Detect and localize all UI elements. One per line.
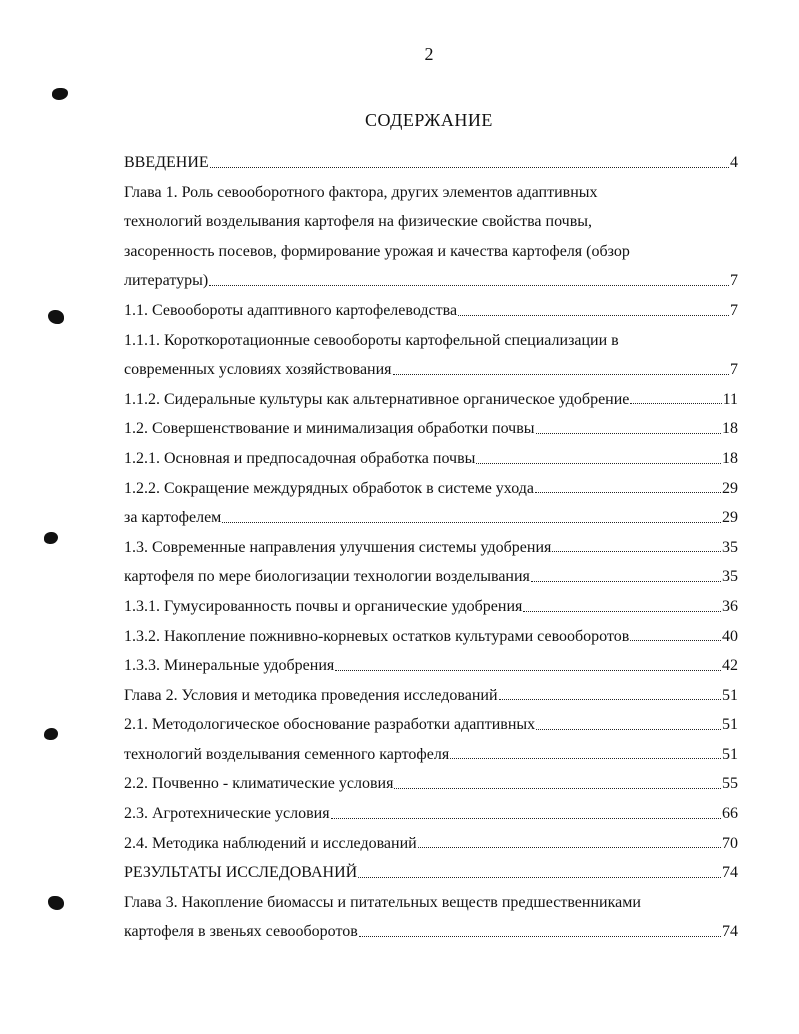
dot-leader — [536, 729, 721, 730]
dot-leader — [476, 463, 721, 464]
toc-entry-text: 2.2. Почвенно - климатические условия — [124, 775, 394, 793]
toc-entry-text: 1.3.1. Гумусированность почвы и органические удобрения — [124, 597, 523, 615]
toc-entry-page: 42 — [722, 657, 738, 675]
toc-entry — [124, 651, 738, 681]
toc-entry-page: 55 — [722, 775, 738, 793]
dot-leader — [552, 551, 721, 552]
toc-entry — [124, 444, 738, 474]
toc-entry-text: за картофелем — [124, 509, 222, 527]
toc-entry — [124, 296, 738, 326]
toc-entry-page: 66 — [722, 805, 738, 823]
toc-title: СОДЕРЖАНИЕ — [365, 110, 493, 130]
dot-leader — [630, 403, 721, 404]
toc-entry-text: 1.3.2. Накопление пожнивно-корневых остатков культурами севооборотов — [124, 627, 630, 645]
toc-entry — [124, 385, 738, 415]
scan-blot — [48, 310, 64, 324]
toc-entry-page: 51 — [722, 686, 738, 704]
toc-entry-text: 1.2.2. Сокращение междурядных обработок в системе ухода — [124, 479, 534, 497]
dot-leader — [210, 167, 729, 168]
toc-entry-page: 36 — [722, 597, 738, 615]
dot-leader — [536, 433, 721, 434]
toc-entry-page: 7 — [730, 301, 738, 319]
toc-entry — [124, 858, 738, 888]
dot-leader — [458, 315, 729, 316]
toc-entry-page: 51 — [722, 745, 738, 763]
toc-entry-page: 74 — [722, 923, 738, 941]
toc-entry-text: 1.2. Совершенствование и минимализация обработки почвы — [124, 420, 535, 438]
scan-blot — [52, 88, 68, 100]
toc-entry-page: 18 — [722, 449, 738, 467]
toc-entry-page: 11 — [722, 390, 738, 408]
toc-entry-text: технологий возделывания картофеля на физические свойства почвы, — [124, 213, 593, 231]
toc-entry-page: 29 — [722, 509, 738, 527]
toc-entry — [124, 799, 738, 829]
toc-entry — [124, 562, 738, 592]
toc-entry-text: 2.4. Методика наблюдений и исследований — [124, 834, 417, 852]
toc-entry-page: 4 — [730, 154, 738, 171]
toc-entry-text: 1.1.2. Сидеральные культуры как альтернативное органическое удобрение — [124, 390, 630, 408]
toc-entry — [124, 740, 738, 770]
toc-entry-text: 1.1.1. Короткоротационные севообороты картофельной специализации в — [124, 331, 619, 349]
scan-blot — [48, 896, 64, 910]
toc-entry-text: технологий возделывания семенного картофеля — [124, 745, 450, 763]
toc-entry — [124, 681, 738, 711]
dot-leader — [499, 699, 721, 700]
dot-leader — [393, 374, 729, 375]
toc-entry-text: 1.3. Современные направления улучшения системы удобрения — [124, 538, 552, 556]
toc-entry — [124, 622, 738, 652]
toc-entry-text: Глава 1. Роль севооборотного фактора, других элементов адаптивных — [124, 183, 598, 201]
toc-entry — [124, 829, 738, 859]
toc-entry — [124, 355, 738, 385]
toc-entry-text: РЕЗУЛЬТАТЫ ИССЛЕДОВАНИЙ — [124, 864, 358, 882]
toc-entry-text: засоренность посевов, формирование урожая и качества картофеля (обзор — [124, 242, 630, 260]
table-of-contents — [124, 148, 738, 947]
dot-leader — [209, 285, 729, 286]
toc-entry — [124, 474, 738, 504]
dot-leader — [535, 492, 721, 493]
toc-entry-text: 2.3. Агротехнические условия — [124, 805, 330, 823]
toc-entry — [124, 148, 738, 178]
toc-entry — [124, 710, 738, 740]
toc-entry-page: 35 — [722, 538, 738, 556]
toc-entry — [124, 414, 738, 444]
dot-leader — [359, 936, 721, 937]
dot-leader — [358, 877, 721, 878]
scan-blot — [44, 532, 58, 544]
dot-leader — [418, 847, 721, 848]
dot-leader — [450, 758, 721, 759]
toc-entry-page: 29 — [722, 479, 738, 497]
toc-entry-text: Глава 2. Условия и методика проведения исследований — [124, 686, 498, 704]
dot-leader — [630, 640, 721, 641]
toc-entry — [124, 917, 738, 947]
toc-entry — [124, 207, 738, 237]
toc-entry-page: 51 — [722, 716, 738, 734]
toc-entry-page: 7 — [730, 272, 738, 290]
toc-entry-text: 2.1. Методологическое обоснование разработки адаптивных — [124, 716, 536, 734]
dot-leader — [531, 581, 721, 582]
toc-entry-text: 1.1. Севообороты адаптивного картофелеводства — [124, 301, 458, 319]
toc-entry-page: 7 — [730, 361, 738, 379]
toc-entry-text: картофеля в звеньях севооборотов — [124, 923, 358, 941]
toc-entry — [124, 326, 738, 356]
toc-entry-page: 18 — [722, 420, 738, 438]
dot-leader — [222, 522, 721, 523]
toc-entry — [124, 178, 738, 208]
toc-entry — [124, 533, 738, 563]
toc-entry-text: 1.2.1. Основная и предпосадочная обработка почвы — [124, 449, 476, 467]
toc-entry-text: 1.3.3. Минеральные удобрения — [124, 657, 335, 675]
toc-entry-page: 40 — [722, 627, 738, 645]
toc-entry-text: ВВЕДЕНИЕ — [124, 154, 209, 171]
dot-leader — [331, 818, 721, 819]
toc-entry-text: Глава 3. Накопление биомассы и питательных веществ предшественниками — [124, 893, 641, 911]
toc-entry — [124, 503, 738, 533]
toc-entry-text: литературы) — [124, 272, 209, 290]
dot-leader — [523, 611, 721, 612]
toc-entry — [124, 769, 738, 799]
toc-entry-text: современных условиях хозяйствования — [124, 361, 392, 379]
toc-entry — [124, 592, 738, 622]
dot-leader — [394, 788, 721, 789]
toc-entry — [124, 237, 738, 267]
page-number: 2 — [424, 44, 434, 64]
dot-leader — [335, 670, 721, 671]
toc-entry — [124, 266, 738, 296]
toc-entry-text: картофеля по мере биологизации технологии возделывания — [124, 568, 530, 586]
toc-entry-page: 74 — [722, 864, 738, 882]
scan-blot — [44, 728, 58, 740]
toc-entry — [124, 888, 738, 918]
toc-entry-page: 35 — [722, 568, 738, 586]
toc-entry-page: 70 — [722, 834, 738, 852]
